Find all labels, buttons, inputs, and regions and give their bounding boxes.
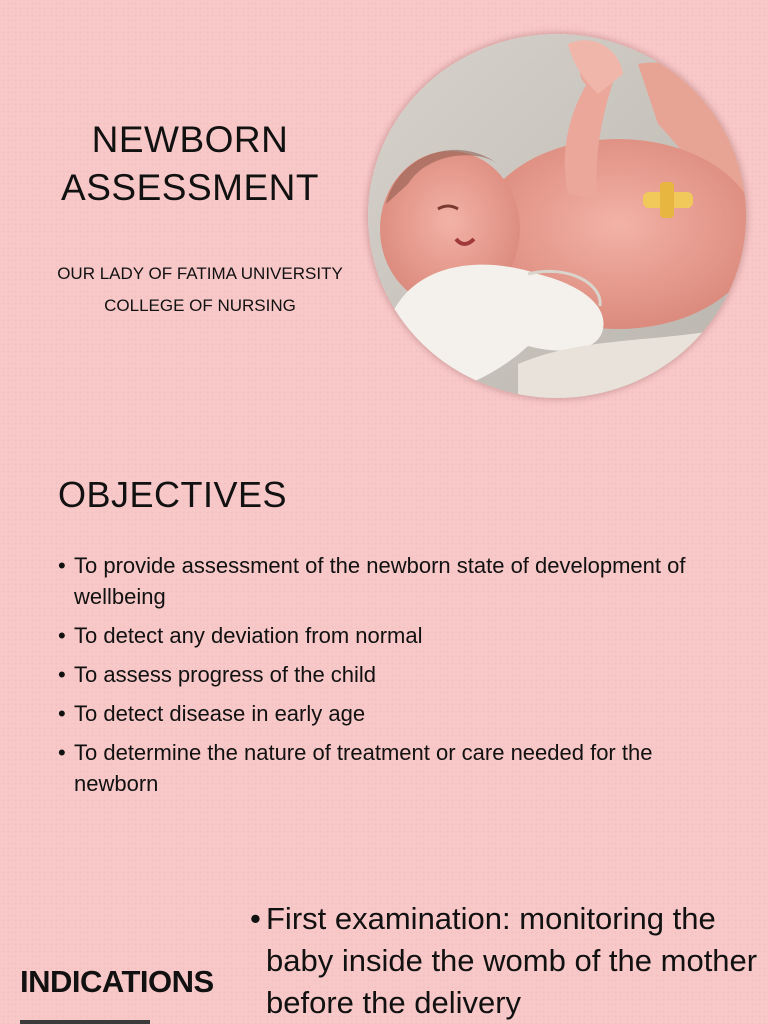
objectives-slide: [0, 430, 768, 870]
list-item: • To detect disease in early age: [58, 698, 738, 729]
title-line-2: ASSESSMENT: [61, 167, 319, 208]
subtitle-university: OUR LADY OF FATIMA UNIVERSITY: [57, 264, 343, 283]
indications-bullet: • First examination: monitoring the baby inside the womb of the mother before the delivery: [250, 898, 768, 1024]
objectives-list: [58, 550, 738, 807]
list-item: • To assess progress of the child: [58, 659, 738, 690]
heading-underline: [20, 1020, 150, 1024]
list-item: • To determine the nature of treatment or care needed for the newborn: [58, 737, 738, 799]
list-item: • To detect any deviation from normal: [58, 620, 738, 651]
newborn-photo: [368, 34, 746, 398]
title-line-1: NEWBORN: [91, 119, 289, 160]
list-item: • To provide assessment of the newborn state of development of wellbeing: [58, 550, 738, 612]
title-slide: [0, 0, 768, 430]
objectives-heading: OBJECTIVES: [58, 474, 288, 515]
subtitle-college: COLLEGE OF NURSING: [104, 296, 296, 315]
indications-heading: INDICATIONS: [20, 964, 214, 999]
indications-slide: [0, 870, 768, 1024]
page-title: [40, 116, 340, 212]
newborn-illustration: [368, 34, 746, 398]
